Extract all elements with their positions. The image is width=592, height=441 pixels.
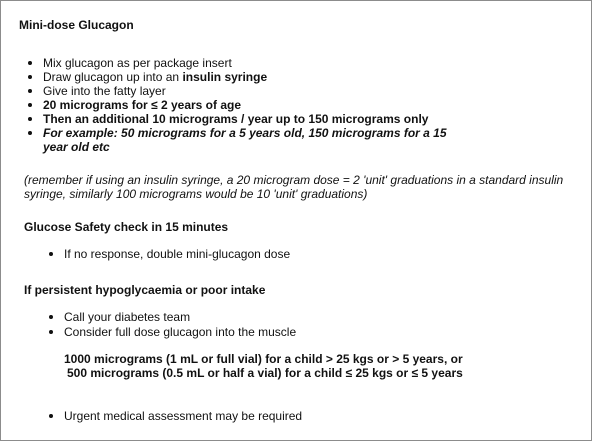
list-item: 20 micrograms for ≤ 2 years of age — [43, 98, 463, 112]
full-dose-info — [64, 352, 564, 380]
list-item: Give into the fatty layer — [43, 84, 463, 98]
section-heading-safety-check: Glucose Safety check in 15 minutes — [24, 220, 229, 234]
list-item: For example: 50 micrograms for a 5 years old, 150 micrograms for a 15 year old etc — [43, 126, 463, 154]
list-item: Call your diabetes team — [64, 310, 564, 324]
dose-line-under-25kg: 500 micrograms (0.5 mL or half a vial) for a child ≤ 25 kgs or ≤ 5 years — [67, 366, 463, 380]
list-item: Then an additional 10 micrograms / year up to 150 micrograms only — [43, 112, 463, 126]
persistent-hypo-list — [64, 310, 564, 340]
list-item: Mix glucagon as per package insert — [43, 56, 463, 70]
syringe-note: (remember if using an insulin syringe, a 20 microgram dose = 2 'unit' graduations in a standard insulin syringe, similarly 100 micrograms would be 10 'unit' graduations) — [24, 173, 564, 201]
safety-check-list — [64, 247, 564, 261]
final-list — [64, 409, 564, 423]
section-heading-persistent-hypo: If persistent hypoglycaemia or poor intake — [24, 283, 266, 297]
preparation-list — [43, 56, 463, 154]
list-item: Consider full dose glucagon into the muscle — [64, 325, 564, 339]
list-item: Urgent medical assessment may be required — [64, 409, 564, 423]
page-title: Mini-dose Glucagon — [19, 18, 134, 32]
list-item: Draw glucagon up into an insulin syringe — [43, 70, 463, 84]
dose-line-over-25kg: 1000 micrograms (1 mL or full vial) for a child > 25 kgs or > 5 years, or — [64, 352, 463, 366]
list-item: If no response, double mini-glucagon dose — [64, 247, 564, 261]
